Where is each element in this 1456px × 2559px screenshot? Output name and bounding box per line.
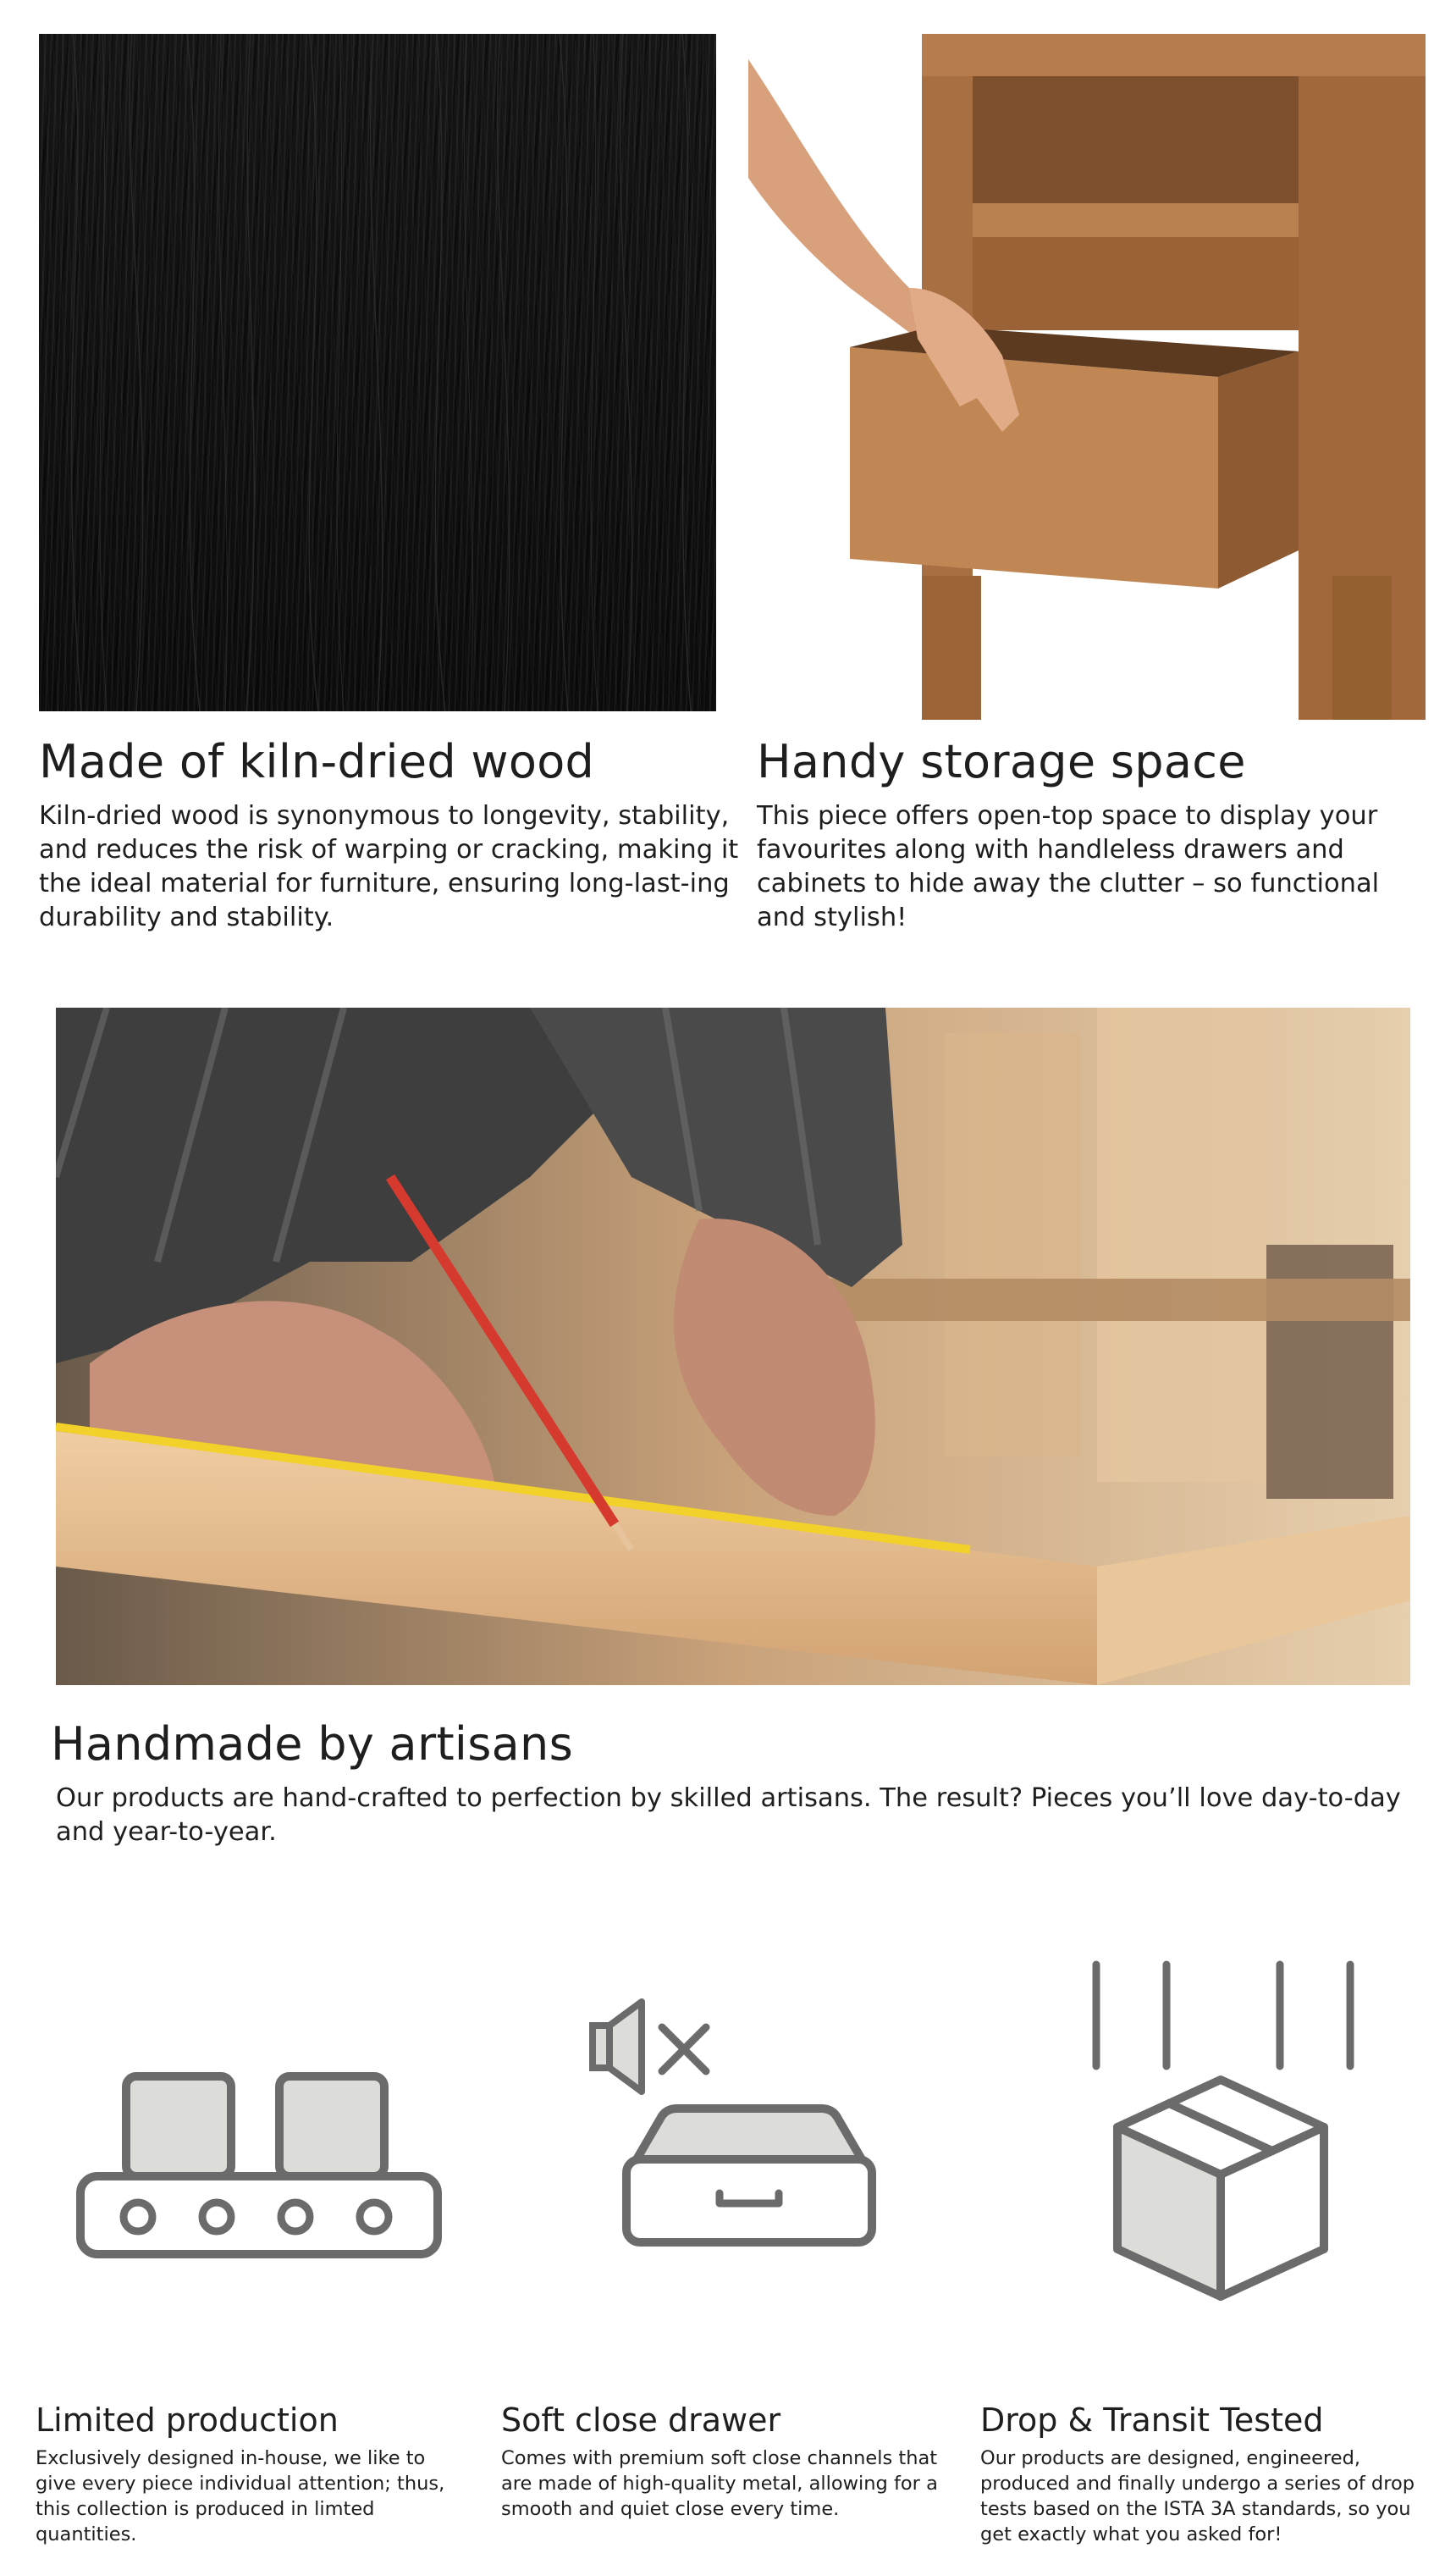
storage-description: This piece offers open-top space to display your favourites along with handleless drawers and cabinets to hide away the clutter – so functional and stylish!	[757, 801, 1380, 932]
drop-tested-description: Our products are designed, engineered, produced and finally undergo a series of drop tests based on the ISTA 3A standards, so you get exactly what you asked for!	[980, 2447, 1415, 2545]
silent-drawer-icon	[584, 1990, 889, 2269]
storage-heading: Handy storage space	[757, 735, 1246, 788]
nightstand-drawer-image	[748, 34, 1426, 720]
artisans-heading: Handmade by artisans	[51, 1717, 574, 1771]
artisan-measuring-wood-image	[56, 1008, 1410, 1685]
soft-close-heading: Soft close drawer	[501, 2401, 781, 2439]
artisans-description: Our products are hand-crafted to perfection by skilled artisans. The result? Pieces you’ll love day-to-day and year-to-year.	[56, 1783, 1401, 1847]
falling-box-icon	[1084, 1958, 1363, 2313]
kiln-dried-heading: Made of kiln-dried wood	[39, 735, 595, 788]
soft-close-description: Comes with premium soft close channels that are made of high-quality metal, allowing for a smooth and quiet close every time.	[501, 2447, 938, 2520]
limited-production-description: Exclusively designed in-house, we like to give every piece individual attention; thus, this collection is produced in limted quantities.	[36, 2447, 445, 2545]
conveyor-production-icon	[73, 2066, 445, 2269]
limited-production-heading: Limited production	[36, 2401, 339, 2439]
kiln-dried-description: Kiln-dried wood is synonymous to longevity, stability, and reduces the risk of warping or cracking, making it the ideal material for furniture, ensuring long-last-ing durability and stability.	[39, 801, 739, 932]
drop-tested-heading: Drop & Transit Tested	[980, 2401, 1324, 2439]
black-wood-texture-image	[39, 34, 716, 711]
